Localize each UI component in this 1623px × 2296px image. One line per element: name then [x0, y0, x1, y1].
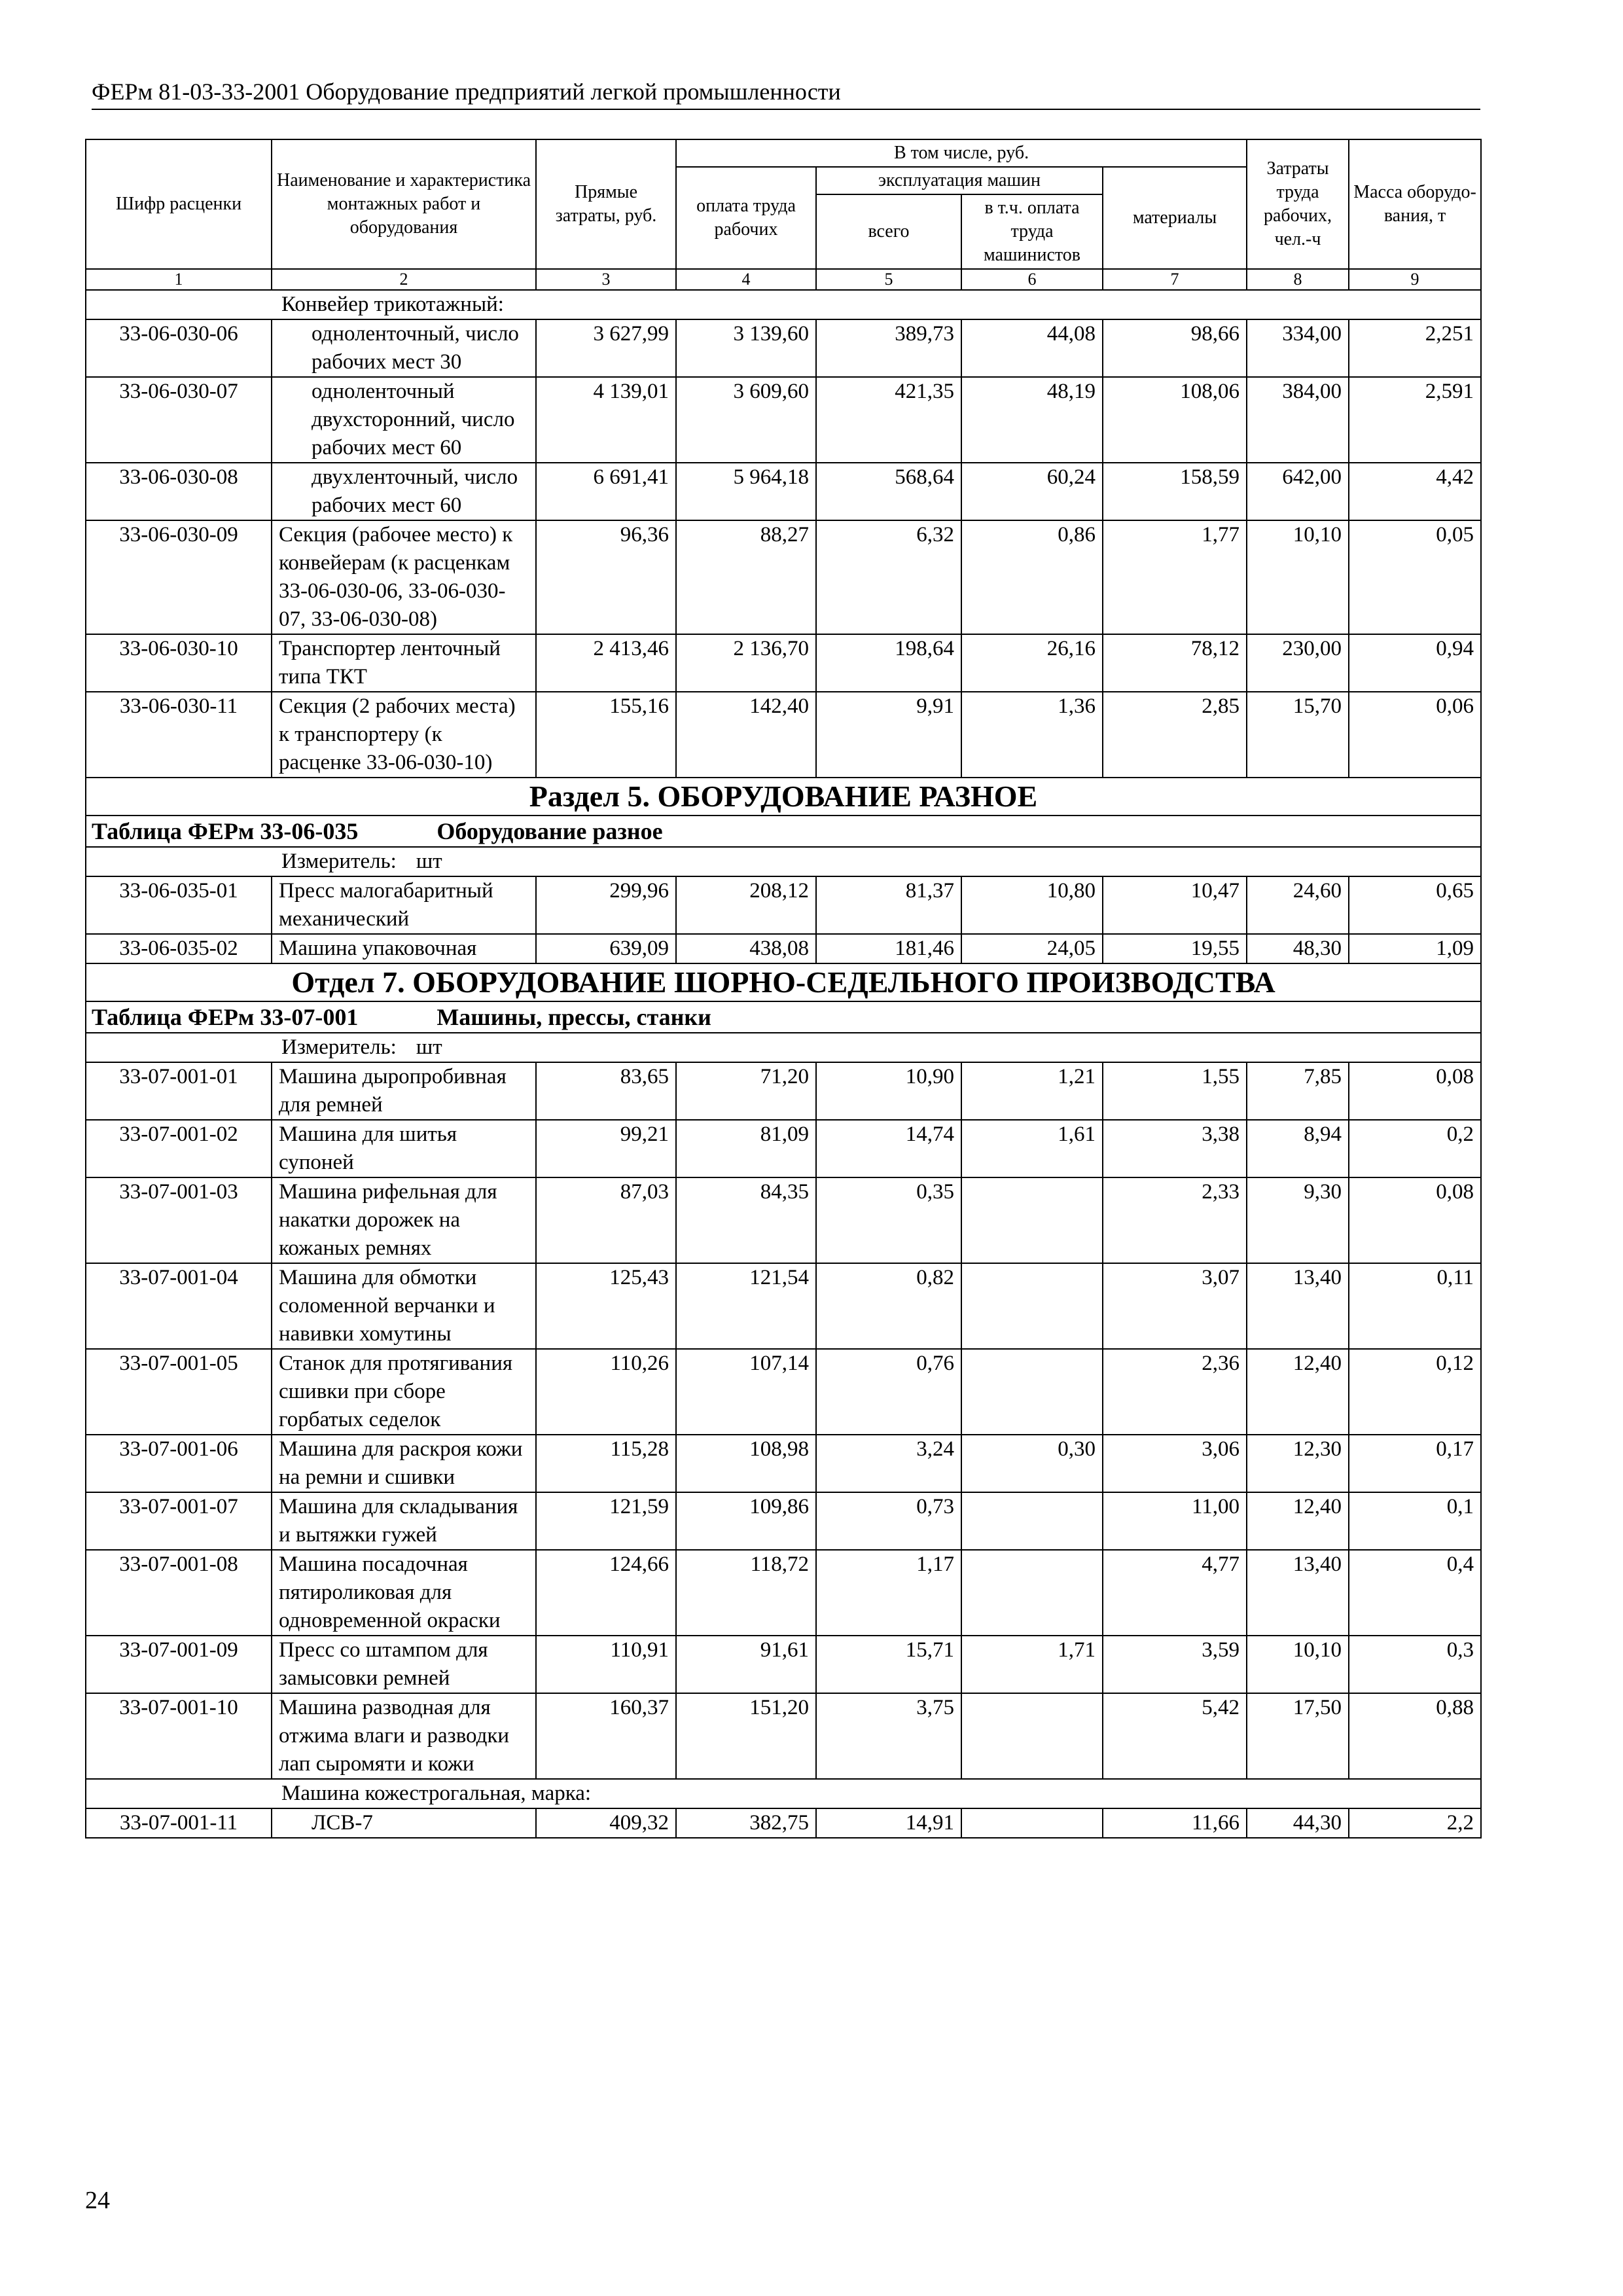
cell-machinist	[961, 1808, 1103, 1838]
cell-machines-total: 3,24	[816, 1435, 961, 1492]
cell-materials: 108,06	[1103, 377, 1247, 463]
cell-name: Секция (2 рабочих места) к транспортеру (к расценке 33-06-030-10)	[272, 692, 536, 778]
cell-name: Машина дыропробивная для ремней	[272, 1062, 536, 1120]
cell-labor: 10,10	[1247, 1636, 1349, 1693]
cell-materials: 98,66	[1103, 319, 1247, 377]
cell-wages: 208,12	[676, 876, 816, 934]
cell-machines-total: 0,76	[816, 1349, 961, 1435]
cell-direct: 155,16	[536, 692, 676, 778]
cell-wages: 151,20	[676, 1693, 816, 1779]
cell-machinist: 1,61	[961, 1120, 1103, 1177]
cell-materials: 1,77	[1103, 520, 1247, 634]
cell-code: 33-07-001-03	[86, 1177, 272, 1263]
cell-direct: 3 627,99	[536, 319, 676, 377]
cell-labor: 12,40	[1247, 1492, 1349, 1550]
cell-code: 33-06-030-09	[86, 520, 272, 634]
cell-mass: 4,42	[1349, 463, 1481, 520]
cell-labor: 384,00	[1247, 377, 1349, 463]
measurer-unit: шт	[416, 850, 442, 873]
table-row	[86, 520, 1481, 634]
table-row	[86, 1120, 1481, 1177]
cell-code: 33-06-030-07	[86, 377, 272, 463]
cell-machines-total: 3,75	[816, 1693, 961, 1779]
cell-direct: 4 139,01	[536, 377, 676, 463]
cell-direct: 2 413,46	[536, 634, 676, 692]
cell-materials: 11,00	[1103, 1492, 1247, 1550]
cell-materials: 2,33	[1103, 1177, 1247, 1263]
cell-direct: 87,03	[536, 1177, 676, 1263]
col-materials-header: материалы	[1103, 167, 1247, 269]
cell-machinist	[961, 1177, 1103, 1263]
price-table	[85, 139, 1482, 1839]
col-number: 8	[1247, 269, 1349, 290]
cell-labor: 334,00	[1247, 319, 1349, 377]
col-name-header: Наименование и характеристика монтажных работ и оборудования	[272, 139, 536, 269]
cell-mass: 2,2	[1349, 1808, 1481, 1838]
cell-wages: 107,14	[676, 1349, 816, 1435]
cell-labor: 9,30	[1247, 1177, 1349, 1263]
measurer-label: Измеритель:	[281, 850, 397, 873]
cell-wages: 118,72	[676, 1550, 816, 1636]
table-name: Оборудование разное	[437, 818, 663, 844]
cell-wages: 88,27	[676, 520, 816, 634]
header-rule	[92, 109, 1480, 110]
cell-machines-total: 389,73	[816, 319, 961, 377]
cell-machines-total: 0,82	[816, 1263, 961, 1349]
cell-machinist: 24,05	[961, 934, 1103, 963]
col-number: 4	[676, 269, 816, 290]
cell-direct: 115,28	[536, 1435, 676, 1492]
cell-machines-total: 1,17	[816, 1550, 961, 1636]
page-number: 24	[85, 2187, 110, 2214]
table-row	[86, 1263, 1481, 1349]
table-row	[86, 1693, 1481, 1779]
table-row	[86, 634, 1481, 692]
col-number: 9	[1349, 269, 1481, 290]
col-wages-header: оплата труда рабочих	[676, 167, 816, 269]
cell-name: двухленточный, число рабочих мест 60	[272, 463, 536, 520]
table-name: Машины, прессы, станки	[437, 1004, 711, 1030]
page-header: ФЕРм 81-03-33-2001 Оборудование предприятий легкой промышленности	[92, 79, 841, 105]
table-row	[86, 1808, 1481, 1838]
cell-wages: 5 964,18	[676, 463, 816, 520]
cell-code: 33-07-001-10	[86, 1693, 272, 1779]
cell-machines-total: 15,71	[816, 1636, 961, 1693]
cell-machines-total: 198,64	[816, 634, 961, 692]
col-code-header: Шифр расценки	[86, 139, 272, 269]
table-title	[86, 1001, 1481, 1033]
cell-wages: 81,09	[676, 1120, 816, 1177]
cell-wages: 91,61	[676, 1636, 816, 1693]
cell-materials: 5,42	[1103, 1693, 1247, 1779]
table-row	[86, 463, 1481, 520]
cell-materials: 3,06	[1103, 1435, 1247, 1492]
cell-wages: 3 609,60	[676, 377, 816, 463]
cell-mass: 0,06	[1349, 692, 1481, 778]
cell-mass: 0,2	[1349, 1120, 1481, 1177]
cell-materials: 158,59	[1103, 463, 1247, 520]
cell-direct: 99,21	[536, 1120, 676, 1177]
cell-labor: 24,60	[1247, 876, 1349, 934]
cell-machinist	[961, 1263, 1103, 1349]
cell-materials: 1,55	[1103, 1062, 1247, 1120]
cell-machinist: 0,86	[961, 520, 1103, 634]
cell-wages: 382,75	[676, 1808, 816, 1838]
cell-code: 33-07-001-05	[86, 1349, 272, 1435]
cell-mass: 1,09	[1349, 934, 1481, 963]
col-machinist-header: в т.ч. оплата труда машинистов	[961, 194, 1103, 269]
cell-machines-total: 14,74	[816, 1120, 961, 1177]
col-mass-header: Масса оборудо-вания, т	[1349, 139, 1481, 269]
cell-name: Машина для раскроя кожи на ремни и сшивки	[272, 1435, 536, 1492]
section-title: Раздел 5. ОБОРУДОВАНИЕ РАЗНОЕ	[86, 778, 1481, 816]
cell-mass: 0,08	[1349, 1177, 1481, 1263]
table-row	[86, 1435, 1481, 1492]
cell-mass: 0,12	[1349, 1349, 1481, 1435]
cell-mass: 0,65	[1349, 876, 1481, 934]
cell-machinist: 10,80	[961, 876, 1103, 934]
cell-code: 33-06-030-08	[86, 463, 272, 520]
section-title: Отдел 7. ОБОРУДОВАНИЕ ШОРНО-СЕДЕЛЬНОГО ПРОИЗВОДСТВА	[86, 963, 1481, 1001]
cell-direct: 409,32	[536, 1808, 676, 1838]
cell-name: ЛСВ-7	[272, 1808, 536, 1838]
col-labor-header: Затраты труда рабочих, чел.-ч	[1247, 139, 1349, 269]
cell-machinist: 0,30	[961, 1435, 1103, 1492]
cell-direct: 83,65	[536, 1062, 676, 1120]
table-row	[86, 876, 1481, 934]
cell-mass: 0,3	[1349, 1636, 1481, 1693]
cell-machinist: 60,24	[961, 463, 1103, 520]
table-row	[86, 1349, 1481, 1435]
col-number: 2	[272, 269, 536, 290]
cell-labor: 13,40	[1247, 1263, 1349, 1349]
cell-wages: 3 139,60	[676, 319, 816, 377]
table-code: Таблица ФЕРм 33-07-001	[92, 1004, 359, 1030]
cell-mass: 0,4	[1349, 1550, 1481, 1636]
cell-code: 33-06-030-10	[86, 634, 272, 692]
cell-mass: 0,08	[1349, 1062, 1481, 1120]
cell-machines-total: 81,37	[816, 876, 961, 934]
cell-machinist: 1,21	[961, 1062, 1103, 1120]
cell-machinist	[961, 1550, 1103, 1636]
cell-mass: 0,94	[1349, 634, 1481, 692]
table-row	[86, 934, 1481, 963]
cell-wages: 108,98	[676, 1435, 816, 1492]
cell-direct: 110,91	[536, 1636, 676, 1693]
cell-materials: 3,07	[1103, 1263, 1247, 1349]
cell-machinist: 48,19	[961, 377, 1103, 463]
cell-mass: 0,1	[1349, 1492, 1481, 1550]
cell-machines-total: 568,64	[816, 463, 961, 520]
cell-mass: 0,17	[1349, 1435, 1481, 1492]
cell-code: 33-07-001-01	[86, 1062, 272, 1120]
cell-direct: 124,66	[536, 1550, 676, 1636]
cell-machines-total: 10,90	[816, 1062, 961, 1120]
cell-labor: 12,30	[1247, 1435, 1349, 1492]
cell-machines-total: 0,35	[816, 1177, 961, 1263]
cell-labor: 44,30	[1247, 1808, 1349, 1838]
cell-machinist: 1,71	[961, 1636, 1103, 1693]
cell-labor: 48,30	[1247, 934, 1349, 963]
cell-direct: 110,26	[536, 1349, 676, 1435]
cell-name: Транспортер ленточный типа ТКТ	[272, 634, 536, 692]
col-number: 3	[536, 269, 676, 290]
cell-name: Машина разводная для отжима влаги и разводки лап сыромяти и кожи	[272, 1693, 536, 1779]
cell-machinist: 1,36	[961, 692, 1103, 778]
cell-name: Секция (рабочее место) к конвейерам (к расценкам 33-06-030-06, 33-06-030-07, 33-06-030-08)	[272, 520, 536, 634]
cell-code: 33-07-001-06	[86, 1435, 272, 1492]
cell-machines-total: 421,35	[816, 377, 961, 463]
cell-labor: 7,85	[1247, 1062, 1349, 1120]
col-number: 1	[86, 269, 272, 290]
cell-mass: 0,88	[1349, 1693, 1481, 1779]
cell-machines-total: 0,73	[816, 1492, 961, 1550]
measurer	[86, 1033, 1481, 1062]
cell-materials: 19,55	[1103, 934, 1247, 963]
cell-wages: 438,08	[676, 934, 816, 963]
cell-name: Станок для протягивания сшивки при сборе горбатых седелок	[272, 1349, 536, 1435]
cell-code: 33-07-001-09	[86, 1636, 272, 1693]
cell-code: 33-06-030-11	[86, 692, 272, 778]
cell-labor: 15,70	[1247, 692, 1349, 778]
cell-materials: 3,38	[1103, 1120, 1247, 1177]
col-number: 6	[961, 269, 1103, 290]
cell-name: Машина посадочная пятироликовая для одновременной окраски	[272, 1550, 536, 1636]
cell-name: Машина для складывания и вытяжки гужей	[272, 1492, 536, 1550]
cell-name: одноленточный двухсторонний, число рабочих мест 60	[272, 377, 536, 463]
cell-mass: 2,251	[1349, 319, 1481, 377]
cell-code: 33-07-001-02	[86, 1120, 272, 1177]
group-label: Конвейер трикотажный:	[86, 290, 1481, 319]
cell-wages: 142,40	[676, 692, 816, 778]
table-row	[86, 1177, 1481, 1263]
col-number: 7	[1103, 269, 1247, 290]
table-row	[86, 1550, 1481, 1636]
cell-code: 33-06-035-02	[86, 934, 272, 963]
cell-labor: 642,00	[1247, 463, 1349, 520]
cell-machinist: 26,16	[961, 634, 1103, 692]
cell-name: Пресс со штампом для замысовки ремней	[272, 1636, 536, 1693]
cell-name: Машина для шитья супоней	[272, 1120, 536, 1177]
cell-materials: 78,12	[1103, 634, 1247, 692]
cell-labor: 230,00	[1247, 634, 1349, 692]
col-machines-header: эксплуатация машин	[816, 167, 1103, 194]
col-direct-header: Прямые затраты, руб.	[536, 139, 676, 269]
cell-mass: 2,591	[1349, 377, 1481, 463]
cell-labor: 17,50	[1247, 1693, 1349, 1779]
cell-machinist	[961, 1693, 1103, 1779]
table-header	[86, 139, 1481, 290]
cell-name: одноленточный, число рабочих мест 30	[272, 319, 536, 377]
measurer-unit: шт	[416, 1035, 442, 1059]
cell-materials: 11,66	[1103, 1808, 1247, 1838]
measurer-label: Измеритель:	[281, 1035, 397, 1059]
cell-machinist	[961, 1349, 1103, 1435]
cell-machines-total: 14,91	[816, 1808, 961, 1838]
cell-wages: 121,54	[676, 1263, 816, 1349]
cell-labor: 13,40	[1247, 1550, 1349, 1636]
cell-direct: 6 691,41	[536, 463, 676, 520]
cell-machinist: 44,08	[961, 319, 1103, 377]
cell-name: Машина для обмотки соломенной верчанки и навивки хомутины	[272, 1263, 536, 1349]
cell-code: 33-07-001-04	[86, 1263, 272, 1349]
cell-labor: 10,10	[1247, 520, 1349, 634]
table-row	[86, 1062, 1481, 1120]
cell-direct: 639,09	[536, 934, 676, 963]
cell-materials: 2,36	[1103, 1349, 1247, 1435]
cell-materials: 2,85	[1103, 692, 1247, 778]
cell-wages: 84,35	[676, 1177, 816, 1263]
cell-code: 33-07-001-11	[86, 1808, 272, 1838]
measurer	[86, 847, 1481, 876]
cell-materials: 4,77	[1103, 1550, 1247, 1636]
cell-mass: 0,11	[1349, 1263, 1481, 1349]
cell-wages: 71,20	[676, 1062, 816, 1120]
cell-materials: 10,47	[1103, 876, 1247, 934]
table-body	[86, 290, 1481, 1838]
cell-direct: 96,36	[536, 520, 676, 634]
cell-labor: 8,94	[1247, 1120, 1349, 1177]
cell-mass: 0,05	[1349, 520, 1481, 634]
table-code: Таблица ФЕРм 33-06-035	[92, 818, 359, 844]
cell-code: 33-07-001-08	[86, 1550, 272, 1636]
cell-code: 33-06-030-06	[86, 319, 272, 377]
table-row	[86, 1492, 1481, 1550]
cell-direct: 160,37	[536, 1693, 676, 1779]
cell-code: 33-07-001-07	[86, 1492, 272, 1550]
cell-name: Пресс малогабаритный механический	[272, 876, 536, 934]
cell-labor: 12,40	[1247, 1349, 1349, 1435]
cell-direct: 299,96	[536, 876, 676, 934]
cell-name: Машина рифельная для накатки дорожек на кожаных ремнях	[272, 1177, 536, 1263]
col-number: 5	[816, 269, 961, 290]
cell-name: Машина упаковочная	[272, 934, 536, 963]
cell-machines-total: 6,32	[816, 520, 961, 634]
table-row	[86, 1636, 1481, 1693]
cell-wages: 2 136,70	[676, 634, 816, 692]
cell-machines-total: 9,91	[816, 692, 961, 778]
table-row	[86, 377, 1481, 463]
table-row	[86, 319, 1481, 377]
cell-wages: 109,86	[676, 1492, 816, 1550]
cell-machines-total: 181,46	[816, 934, 961, 963]
table-title	[86, 816, 1481, 847]
table-row	[86, 692, 1481, 778]
group-label: Машина кожестрогальная, марка:	[86, 1779, 1481, 1808]
cell-materials: 3,59	[1103, 1636, 1247, 1693]
cell-direct: 125,43	[536, 1263, 676, 1349]
cell-code: 33-06-035-01	[86, 876, 272, 934]
cell-direct: 121,59	[536, 1492, 676, 1550]
col-total-header: всего	[816, 194, 961, 269]
cell-machinist	[961, 1492, 1103, 1550]
col-incl-header: В том числе, руб.	[676, 139, 1247, 167]
